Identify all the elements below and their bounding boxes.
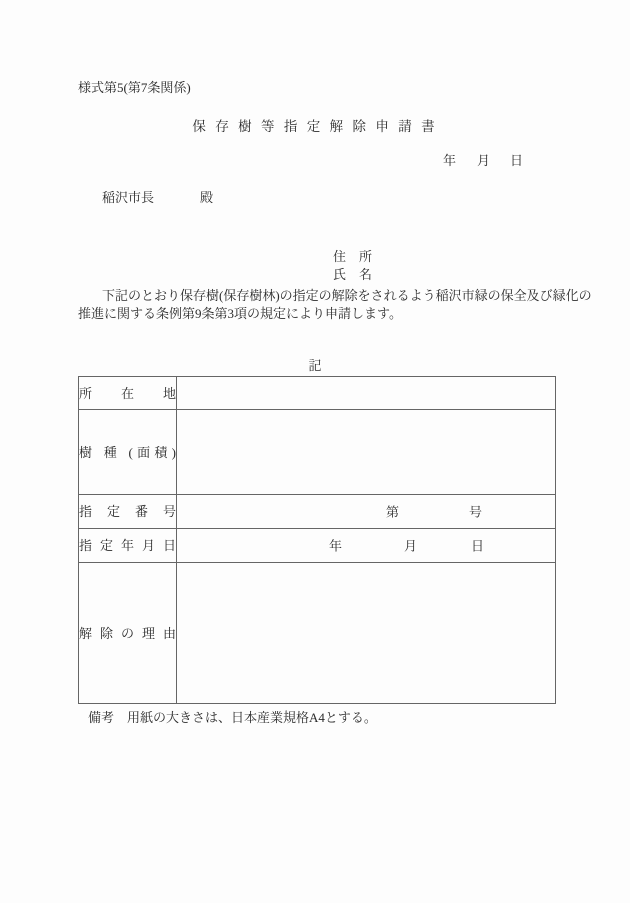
- species-label: 樹 種 (面積): [79, 410, 177, 495]
- document-title: 保 存 樹 等 指 定 解 除 申 請 書: [192, 119, 438, 134]
- date-day-label: 日: [510, 153, 524, 168]
- details-table: [78, 376, 556, 704]
- table-row-designation-number: [79, 495, 556, 529]
- species-value-cell: [177, 410, 556, 495]
- cancellation-reason-label: 解 除 の 理 由: [79, 563, 177, 704]
- table-row-location: [79, 377, 556, 410]
- body-paragraph-line1: 下記のとおり保存樹(保存樹林)の指定の解除をされるよう稲沢市緑の保全及び緑化の: [102, 288, 592, 303]
- addressee-name: 稲沢市長: [102, 190, 155, 205]
- remarks-note: 備考 用紙の大きさは、日本産業規格A4とする。: [88, 710, 377, 725]
- number-suffix-label: 号: [469, 504, 483, 519]
- applicant-address-label: 住 所: [333, 249, 373, 264]
- table-row-designation-date: [79, 529, 556, 563]
- designation-day-label: 日: [471, 538, 485, 553]
- table-row-species: [79, 410, 556, 495]
- addressee-line: [102, 190, 402, 206]
- body-paragraph-line2: 推進に関する条例第9条第3項の規定により申請します。: [78, 306, 402, 321]
- date-line: [0, 153, 630, 169]
- location-label: 所 在 地: [79, 377, 177, 410]
- designation-month-label: 月: [404, 538, 418, 553]
- cancellation-reason-value-cell: [177, 563, 556, 704]
- form-number: 様式第5(第7条関係): [78, 80, 191, 95]
- designation-year-label: 年: [329, 538, 343, 553]
- designation-number-value-cell: [177, 495, 556, 529]
- applicant-name-label: 氏 名: [333, 267, 373, 282]
- designation-date-value-cell: [177, 529, 556, 563]
- designation-number-label: 指 定 番 号: [79, 495, 177, 529]
- record-heading: 記: [308, 358, 322, 373]
- date-month-label: 月: [477, 153, 491, 168]
- designation-date-label: 指 定 年 月 日: [79, 529, 177, 563]
- date-year-label: 年: [443, 153, 457, 168]
- number-prefix-label: 第: [386, 504, 400, 519]
- location-value-cell: [177, 377, 556, 410]
- table-row-cancellation-reason: [79, 563, 556, 704]
- addressee-honorific: 殿: [200, 190, 214, 205]
